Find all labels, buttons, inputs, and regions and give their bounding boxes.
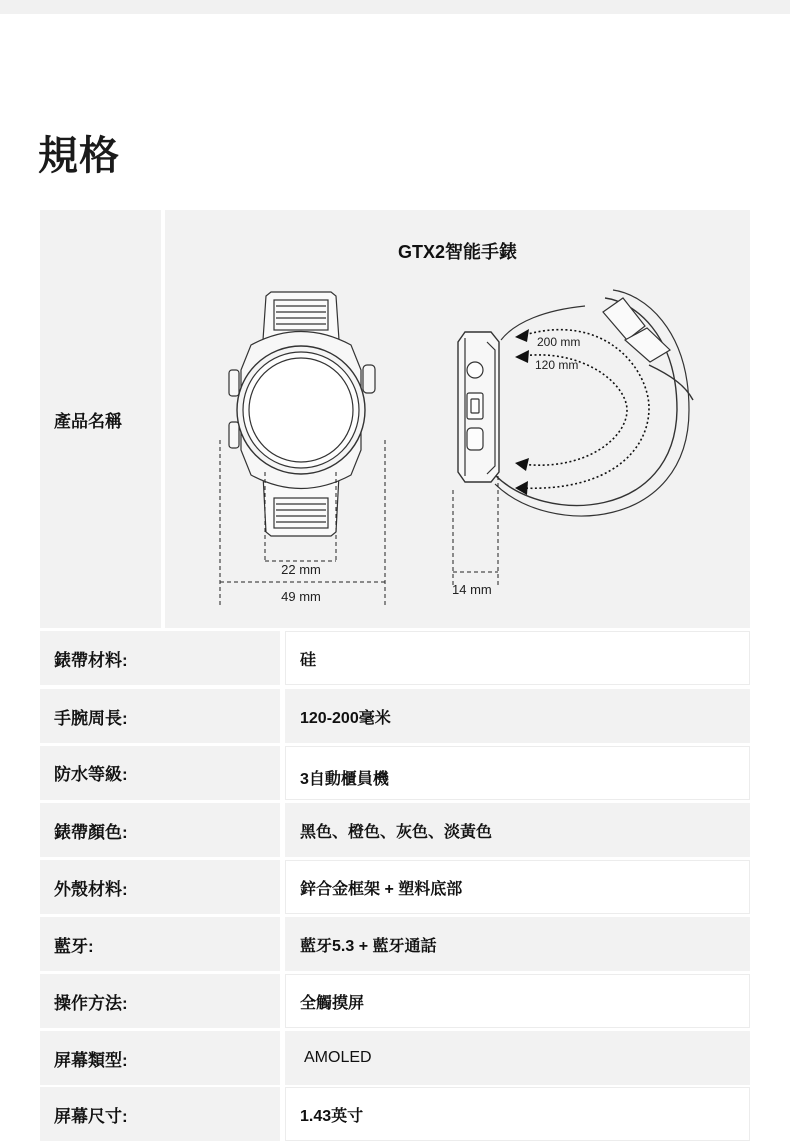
spec-label: 外殼材料: xyxy=(40,860,280,914)
spec-label: 屏幕尺寸: xyxy=(40,1087,280,1141)
wrist-max-label: 200 mm xyxy=(537,335,581,349)
spec-row-strap-color xyxy=(40,803,750,857)
spec-label: 操作方法: xyxy=(40,974,280,1028)
spec-value: 鋅合金框架 + 塑料底部 xyxy=(285,860,750,914)
case-width-label: 49 mm xyxy=(281,589,321,604)
product-name-row xyxy=(40,210,750,628)
thickness-label: 14 mm xyxy=(452,582,492,597)
strap-width-label: 22 mm xyxy=(281,562,321,577)
watch-side-illustration xyxy=(458,290,693,516)
spec-value: 3自動櫃員機 xyxy=(285,746,750,800)
spec-label: 錶帶材料: xyxy=(40,631,280,685)
spec-row-wrist-size xyxy=(40,689,750,743)
wrist-size-arrows xyxy=(521,330,649,489)
spec-value: 硅 xyxy=(285,631,750,685)
spec-row-water-resistance xyxy=(40,746,750,800)
arrow-heads xyxy=(515,329,529,495)
spec-label: 防水等級: xyxy=(40,746,280,800)
product-name: GTX2智能手錶 xyxy=(397,242,517,262)
spec-label: 藍牙: xyxy=(40,917,280,971)
spec-row-screen-type xyxy=(40,1031,750,1085)
spec-value: AMOLED xyxy=(285,1031,750,1085)
wrist-min-label: 120 mm xyxy=(535,358,579,372)
spec-value: 黑色、橙色、灰色、淡黃色 xyxy=(285,803,750,857)
top-bar xyxy=(0,0,790,14)
spec-row-strap-material xyxy=(40,631,750,685)
spec-value: 1.43英寸 xyxy=(285,1087,750,1141)
spec-value: 120-200毫米 xyxy=(285,689,750,743)
product-name-label: 產品名稱 xyxy=(40,210,161,628)
spec-row-bluetooth xyxy=(40,917,750,971)
watch-front-illustration xyxy=(229,292,375,536)
side-dimension-lines xyxy=(453,476,498,585)
watch-diagram xyxy=(165,210,750,628)
spec-row-screen-size xyxy=(40,1087,750,1141)
spec-label: 屏幕類型: xyxy=(40,1031,280,1085)
product-diagram-cell xyxy=(165,210,750,628)
spec-label: 手腕周長: xyxy=(40,689,280,743)
spec-row-operation xyxy=(40,974,750,1028)
spec-value: 藍牙5.3 + 藍牙通話 xyxy=(285,917,750,971)
section-title: 規格 xyxy=(38,134,120,178)
spec-label: 錶帶顏色: xyxy=(40,803,280,857)
spec-row-case-material xyxy=(40,860,750,914)
spec-value: 全觸摸屏 xyxy=(285,974,750,1028)
